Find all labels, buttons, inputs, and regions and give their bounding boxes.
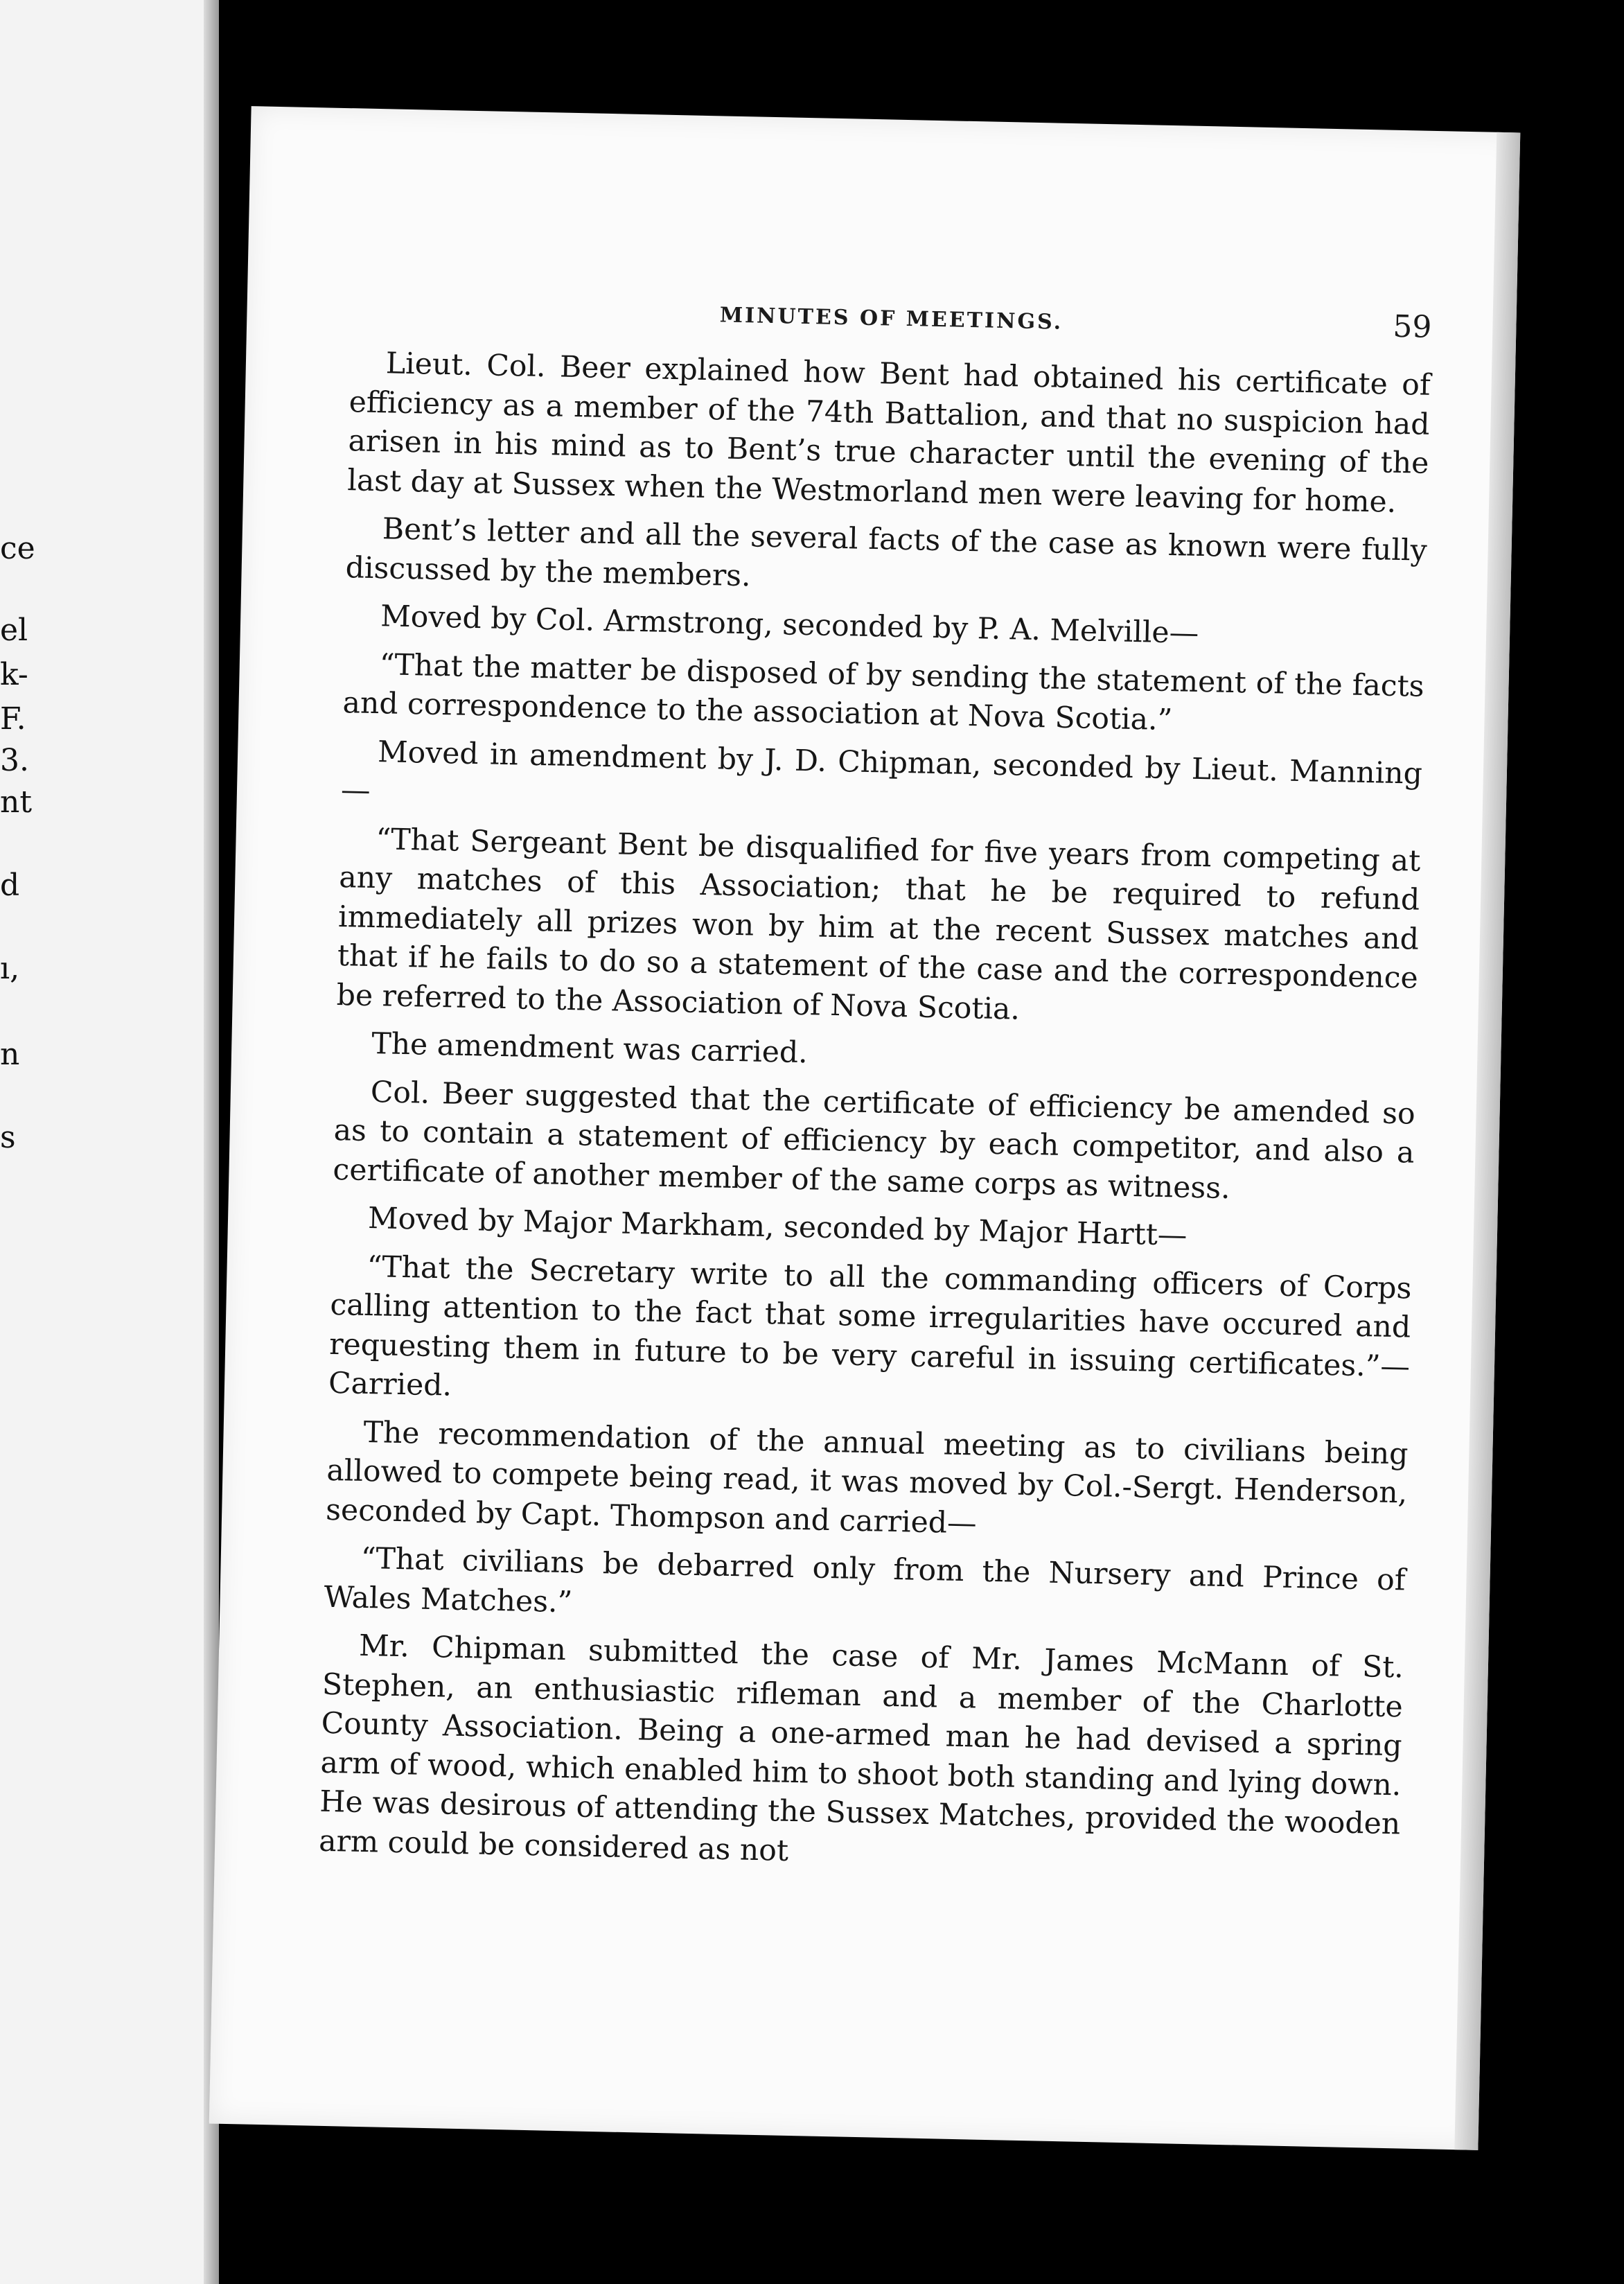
previous-page-fragment: el [0, 613, 28, 648]
previous-page-fragment: n [0, 1037, 20, 1072]
paragraph: “That the Secretary write to all the commanding officers of Corps calling attention to the fact that some irregularities have occured and requesting them in future to be very careful in issuing certificates.”—Carried. [328, 1249, 1412, 1403]
paragraph: “That civilians be debarred only from the Nursery and Prince of Wales Matches.” [324, 1541, 1406, 1619]
paragraph: Lieut. Col. Beer explained how Bent had obtained his certificate of efficiency as a member of the 74th Battalion, and that no suspicion had arisen in his mind as to Bent’s true character until the evening of the last day at Sussex when the Westmorland men were leaving for home. [346, 346, 1431, 520]
page-header [351, 287, 1432, 351]
paragraph: Moved in amendment by J. D. Chipman, seconded by Lieut. Manning— [340, 735, 1423, 808]
page-number: 59 [1392, 308, 1432, 345]
paragraph: Col. Beer suggested that the certificate of efficiency be amended so as to contain a statement of efficiency by each competitor, and also a certificate of another member of the same corps as witness. [333, 1075, 1416, 1206]
previous-page-fragment: d [0, 868, 20, 903]
running-head: MINUTES OF MEETINGS. [719, 303, 1063, 335]
paragraph: Mr. Chipman submitted the case of Mr. James McMann of St. Stephen, an enthusiastic rifleman and a member of the Charlotte County Association. Being a one-armed man he had devised a spring arm of wood, which enabled him to shoot both standing and lying down. He was desirous of attending the Sussex Matches, provided the wooden arm could be considered as not [318, 1628, 1404, 1868]
paragraph: “That the matter be disposed of by sending the statement of the facts and correspondence to the association at Nova Scotia.” [342, 647, 1425, 738]
page-edge [1454, 132, 1520, 2150]
book-page [209, 106, 1521, 2150]
previous-page-fragment: s [0, 1120, 16, 1155]
paragraph: The recommendation of the annual meeting as to civilians being allowed to compete being read, it was moved by Col.-Sergt. Henderson, seconded by Capt. Thompson and carried— [325, 1415, 1409, 1541]
body-text [318, 344, 1431, 1892]
previous-page-fragment: ce [0, 531, 35, 566]
previous-page-edge [0, 0, 219, 2284]
paragraph: Moved by Col. Armstrong, seconded by P. A. Melville— [380, 599, 1199, 651]
paragraph: The amendment was carried. [371, 1027, 809, 1071]
previous-page-fragment: 3. [0, 743, 29, 778]
previous-page-fragment: k- [0, 657, 28, 692]
paragraph: “That Sergeant Bent be disqualified for five years from competing at any matches of this Association; that he be required to refund immediately all prizes won by him at the recent Sussex matches and that if he fails to do so a statement of the case and the correspondence be referred to the Association of Nova Scotia. [336, 822, 1421, 1027]
previous-page-fragment: ı, [0, 951, 20, 986]
paragraph: Moved by Major Markham, seconded by Major Hartt— [367, 1202, 1188, 1253]
paragraph: Bent’s letter and all the several facts of the case as known were fully discussed by the members. [345, 512, 1428, 593]
previous-page-fragment: nt [0, 784, 33, 820]
previous-page-fragment: F. [0, 701, 26, 737]
